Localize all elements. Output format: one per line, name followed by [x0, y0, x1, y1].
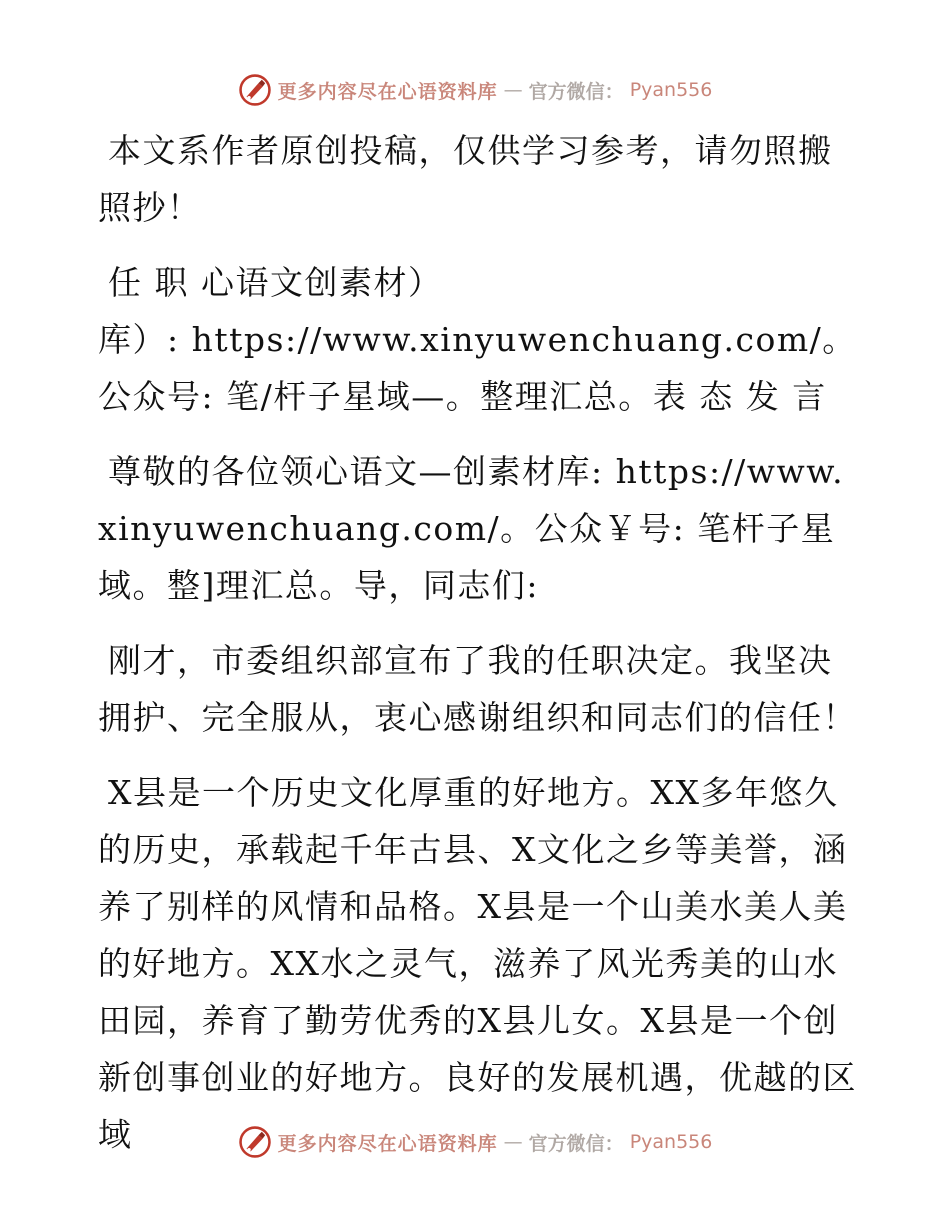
paragraph-county-intro: X县是一个历史文化厚重的好地方。XX多年悠久的历史，承载起千年古县、X文化之乡等美誉，涵养了别样的风情和品格。X县是一个山美水美人美的好地方。XX水之灵气，滋养了风光秀美的山水田园，养育了勤劳优秀的X县儿女。X县是一个创新创事创业的好地方。良好的发展机遇，优越的区域 — [98, 773, 857, 1154]
watermark-separator: — — [503, 79, 523, 101]
watermark-site-text: 更多内容尽在心语资料库 — [277, 1132, 498, 1155]
footer-watermark — [0, 1124, 950, 1160]
watermark-wechat-label: 官方微信： — [528, 80, 624, 103]
header-watermark — [0, 72, 950, 108]
watermark-wechat-label: 官方微信： — [528, 1132, 624, 1155]
paragraph-title-fragment: 任 职 心语文创素材） — [108, 263, 443, 302]
document-body — [98, 122, 858, 1163]
watermark-site-text: 更多内容尽在心语资料库 — [277, 80, 498, 103]
paragraph-source-info: 库）: https://www.xinyuwenchuang.com/。公众号: 笔/杆子星域—。整理汇总。表 态 发 言 — [98, 320, 857, 416]
paragraph-appointment: 刚才，市委组织部宣布了我的任职决定。我坚决拥护、完全服从，衷心感谢组织和同志们的信任！ — [98, 641, 857, 737]
pen-logo-icon — [238, 1125, 272, 1159]
paragraph-salutation: 尊敬的各位领心语文—创素材库: https://www.xinyuwenchuang.com/。公众￥号: 笔杆子星域。整]理汇总。导，同志们: — [98, 452, 845, 605]
pen-logo-icon — [238, 73, 272, 107]
watermark-wechat-id: Pyan556 — [629, 79, 713, 101]
watermark-wechat-id: Pyan556 — [629, 1131, 713, 1153]
paragraph-disclaimer: 本文系作者原创投稿，仅供学习参考，请勿照搬照抄！ — [98, 131, 833, 227]
watermark-separator: — — [503, 1131, 523, 1153]
